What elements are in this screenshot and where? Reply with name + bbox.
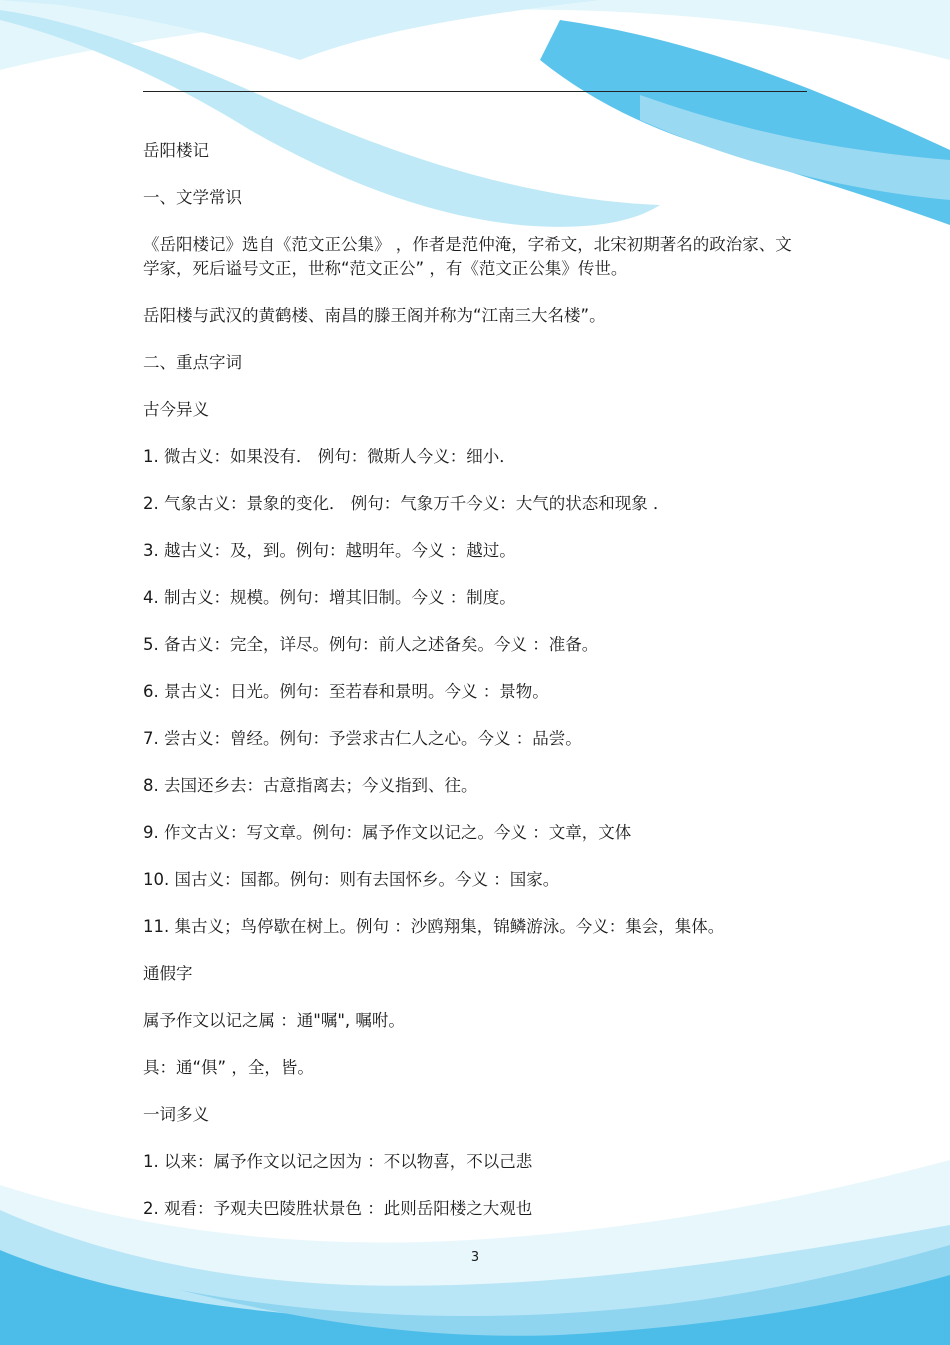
page-title: 岳阳楼记 (143, 141, 209, 160)
list-item: 10. 国古义：国都。例句：则有去国怀乡。今义 ：国家。 (143, 870, 560, 889)
subheading-tongjia: 通假字 (143, 964, 193, 983)
list-item: 1. 微古义：如果没有． 例句：微斯人今义：细小． (143, 447, 516, 466)
subheading-polysemy: 一词多义 (143, 1105, 209, 1124)
page-number: 3 (470, 1250, 480, 1265)
list-item: 7. 尝古义：曾经。例句：予尝求古仁人之心。今义 ：品尝。 (143, 729, 582, 748)
list-item: 1. 以来：属予作文以记之因为 ：不以物喜，不以己悲 (143, 1152, 533, 1171)
section-heading-literary: 一、文学常识 (143, 188, 242, 207)
list-item: 3. 越古义：及，到。例句：越明年。今义 ：越过。 (143, 541, 516, 560)
section-heading-key-words: 二、重点字词 (143, 353, 242, 372)
header-rule (143, 91, 807, 92)
list-item: 9. 作文古义：写文章。例句：属予作文以记之。今义 ：文章，文体 (143, 823, 632, 842)
list-item: 6. 景古义：日光。例句：至若春和景明。今义 ：景物。 (143, 682, 549, 701)
list-item: 8. 去国还乡去：古意指离去；今义指到、往。 (143, 776, 478, 795)
list-item: 具：通“俱” ，全，皆。 (143, 1058, 314, 1077)
subheading-ancient-modern: 古今异义 (143, 400, 209, 419)
list-item: 2. 气象古义：景象的变化． 例句：气象万千今义：大气的状态和现象 ． (143, 494, 670, 513)
document-body (143, 139, 807, 1221)
list-item: 2. 观看：予观夫巴陵胜状景色 ：此则岳阳楼之大观也 (143, 1199, 533, 1218)
list-item: 4. 制古义：规模。例句：增其旧制。今义 ：制度。 (143, 588, 516, 607)
list-item: 11. 集古义；鸟停歇在树上。例句 ：沙鸥翔集，锦鳞游泳。今义：集会，集体。 (143, 917, 725, 936)
intro-paragraph: 《岳阳楼记》选自《范文正公集》 ，作者是范仲淹，字希文，北宋初期著名的政治家、文学家，死后谥号文正，世称“范文正公” ，有《范文正公集》传世。 (143, 235, 792, 278)
list-item: 属予作文以记之属 ：通"嘱", 嘱咐。 (143, 1011, 405, 1030)
towers-paragraph: 岳阳楼与武汉的黄鹤楼、南昌的滕王阁并称为“江南三大名楼”。 (143, 306, 606, 325)
list-item: 5. 备古义：完全，详尽。例句：前人之述备矣。今义 ：准备。 (143, 635, 599, 654)
